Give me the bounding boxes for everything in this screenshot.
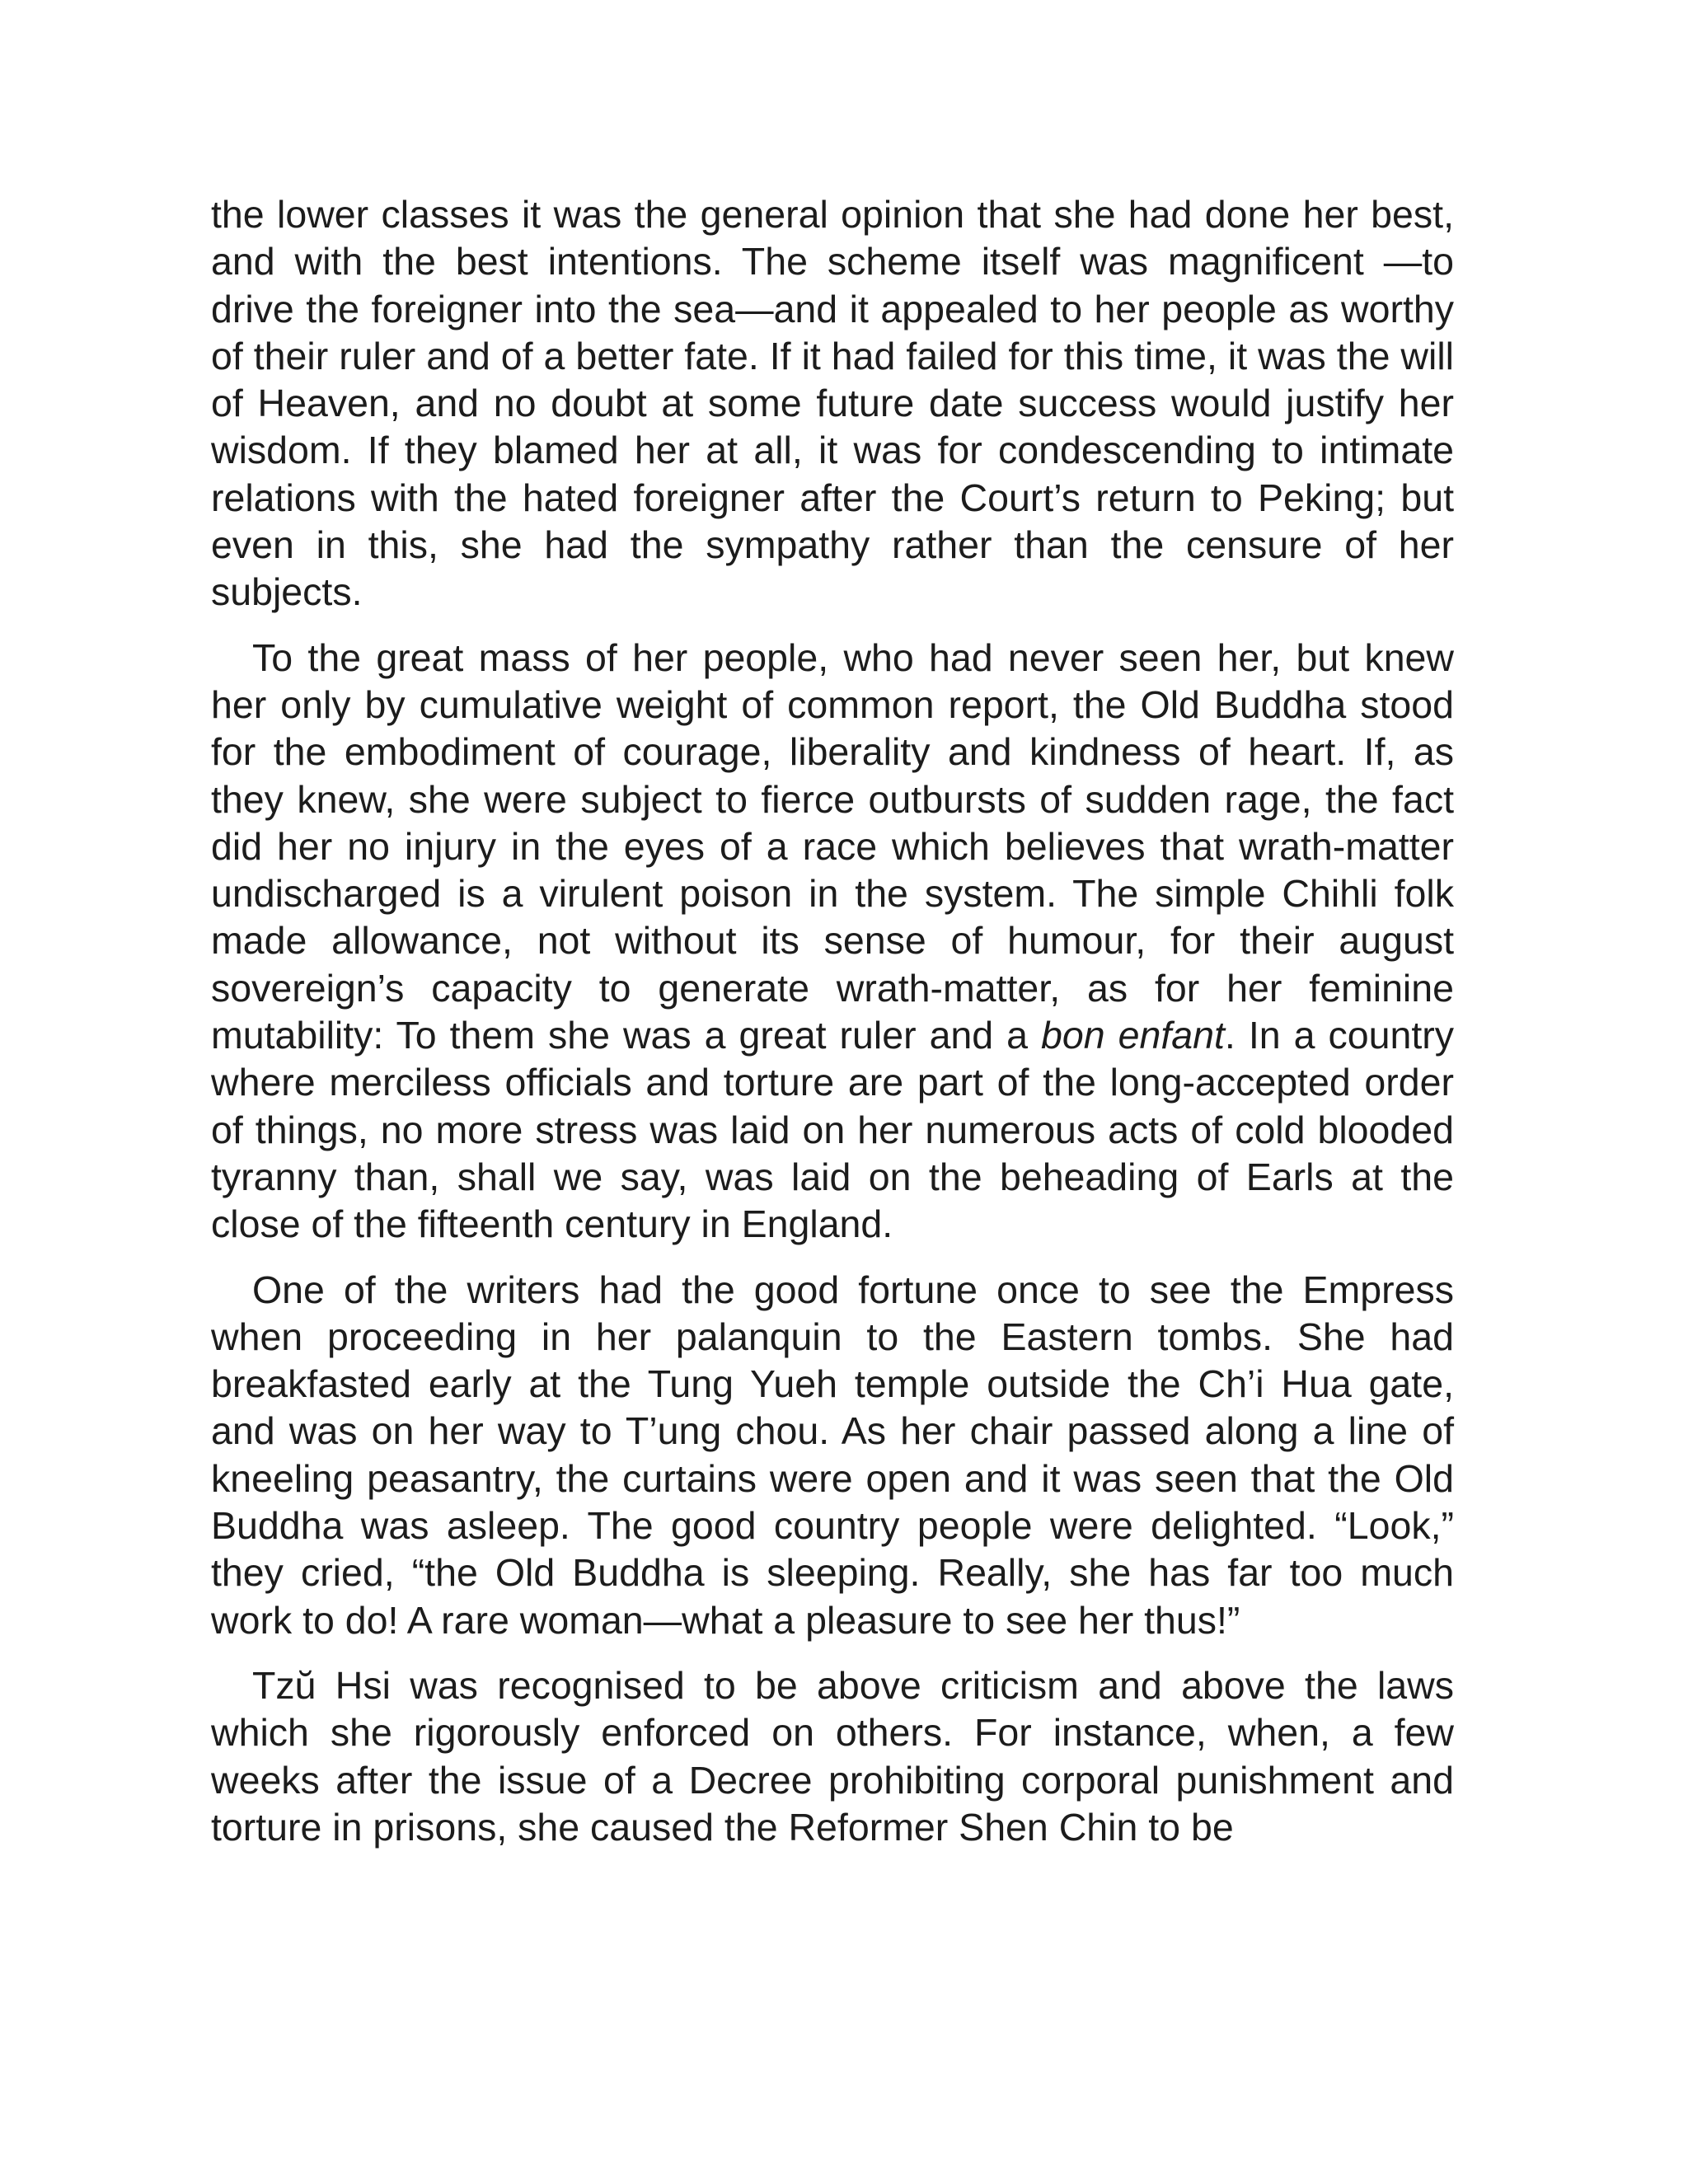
paragraph-1: the lower classes it was the general opinion that she had done her best, and with the best intentions. The scheme itself was magnificent —to drive the foreigner into the sea—and it appealed to her people as worthy of their ruler and of a better fate. If it had failed for this time, it was the will of Heaven, and no doubt at some future date success would justify her wisdom. If they blamed her at all, it was for condescending to intimate relations with the hated foreigner after the Court’s return to Peking; but even in this, she had the sympathy rather than the censure of her subjects. [211,193,1454,614]
paragraph-2 [211,635,1454,1249]
paragraph-2-text-a: To the great mass of her people, who had never seen her, but knew her only by cumulative weight of common report, the Old Buddha stood for the embodiment of courage, liberality and kindness of heart. If, as they knew, she were subject to fierce outbursts of sudden rage, the fact did her no injury in the eyes of a race which believes that wrath-matter undischarged is a virulent poison in the system. The simple Chihli folk made allowance, not without its sense of humour, for their august sovereign’s capacity to generate wrath-matter, as for her feminine mutability: To them she was a great ruler and a [211,635,1454,1057]
paragraph-3: One of the writers had the good fortune once to see the Empress when proceeding in her palanquin to the Eastern tombs. She had breakfasted early at the Tung Yueh temple outside the Ch’i Hua gate, and was on her way to T’ung chou. As her chair passed along a line of kneeling peasantry, the curtains were open and it was seen that the Old Buddha was asleep. The good country people were delighted. “Look,” they cried, “the Old Buddha is sleeping. Really, she has far too much work to do! A rare woman—what a pleasure to see her thus!” [211,1268,1454,1642]
paragraph-2-text-b: . In a country where merciless officials and torture are part of the long-accepted order of things, no more stress was laid on her numerous acts of cold blooded tyranny than, shall we say, was laid on the beheading of Earls at the close of the fifteenth century in England. [211,1014,1454,1246]
page-body [211,191,1454,1869]
paragraph-2-italic: bon enfant [1041,1014,1225,1057]
paragraph-4: Tzŭ Hsi was recognised to be above criticism and above the laws which she rigorously enforced on others. For instance, when, a few weeks after the issue of a Decree prohibiting corporal punishment and torture in prisons, she caused the Reformer Shen Chin to be [211,1663,1454,1849]
